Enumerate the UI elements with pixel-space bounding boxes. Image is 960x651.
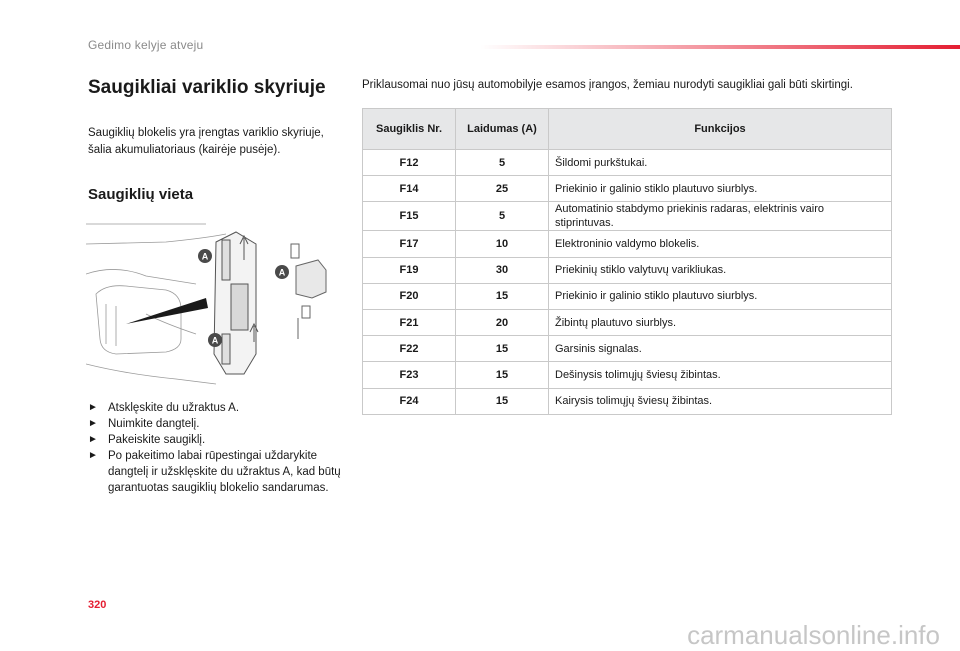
page-number: 320 <box>88 599 107 611</box>
section-title: Saugikliai variklio skyriuje <box>88 77 326 98</box>
callout-a-bottom <box>208 333 222 347</box>
fuse-table <box>362 108 892 415</box>
callout-label: A <box>278 267 286 278</box>
callout-label: A <box>201 251 209 262</box>
chapter-title: Gedimo kelyje atveju <box>88 38 204 52</box>
table-row: F21 20 Žibintų plautuvo siurblys. <box>363 309 892 335</box>
arrow-bullet-icon: ► <box>88 450 98 461</box>
callout-a-right <box>275 265 289 279</box>
table-row: F12 5 Šildomi purkštukai. <box>363 150 892 176</box>
table-row: F15 5 Automatinio stabdymo priekinis radaras, elektrinis vairo stiprintuvas. <box>363 202 892 231</box>
instruction-item: ► Atsklęskite du užraktus A. <box>88 402 240 414</box>
table-row: F24 15 Kairysis tolimųjų šviesų žibintas. <box>363 388 892 414</box>
instruction-item: ► Pakeiskite saugiklį. <box>88 434 206 446</box>
instruction-list <box>88 400 348 496</box>
instruction-item: ► Po pakeitimo labai rūpestingai uždarykite dangtelį ir užsklęskite du užraktus A, kad būtų garantuotas saugiklių blokelio sandarumas. <box>88 450 341 494</box>
table-row: F14 25 Priekinio ir galinio stiklo plautuvo siurblys. <box>363 176 892 202</box>
table-row: F19 30 Priekinių stiklo valytuvų varikliukas. <box>363 257 892 283</box>
fuse-box-diagram <box>86 214 344 386</box>
header-accent-line <box>480 45 960 49</box>
subsection-title: Saugiklių vieta <box>88 186 194 203</box>
arrow-bullet-icon: ► <box>88 418 98 429</box>
arrow-bullet-icon: ► <box>88 402 98 413</box>
table-header-row <box>363 109 892 150</box>
callout-a-top <box>198 249 212 263</box>
header-function: Funkcijos <box>549 109 892 150</box>
table-row: F22 15 Garsinis signalas. <box>363 336 892 362</box>
watermark: carmanualsonline.info <box>687 620 940 650</box>
arrow-bullet-icon: ► <box>88 434 98 445</box>
table-row: F23 15 Dešinysis tolimųjų šviesų žibintas. <box>363 362 892 388</box>
callout-label: A <box>211 335 219 346</box>
instruction-item: ► Nuimkite dangtelį. <box>88 418 200 430</box>
table-row: F17 10 Elektroninio valdymo blokelis. <box>363 231 892 257</box>
header-fuse-number: Saugiklis Nr. <box>363 109 456 150</box>
intro-paragraph: Saugiklių blokelis yra įrengtas variklio skyriuje, šalia akumuliatoriaus (kairėje pusėje). <box>88 127 324 156</box>
header-rating: Laidumas (A) <box>456 109 549 150</box>
table-row: F20 15 Priekinio ir galinio stiklo plautuvo siurblys. <box>363 283 892 309</box>
fuse-note: Priklausomai nuo jūsų automobilyje esamos įrangos, žemiau nurodyti saugikliai gali būti skirtingi. <box>362 79 853 91</box>
